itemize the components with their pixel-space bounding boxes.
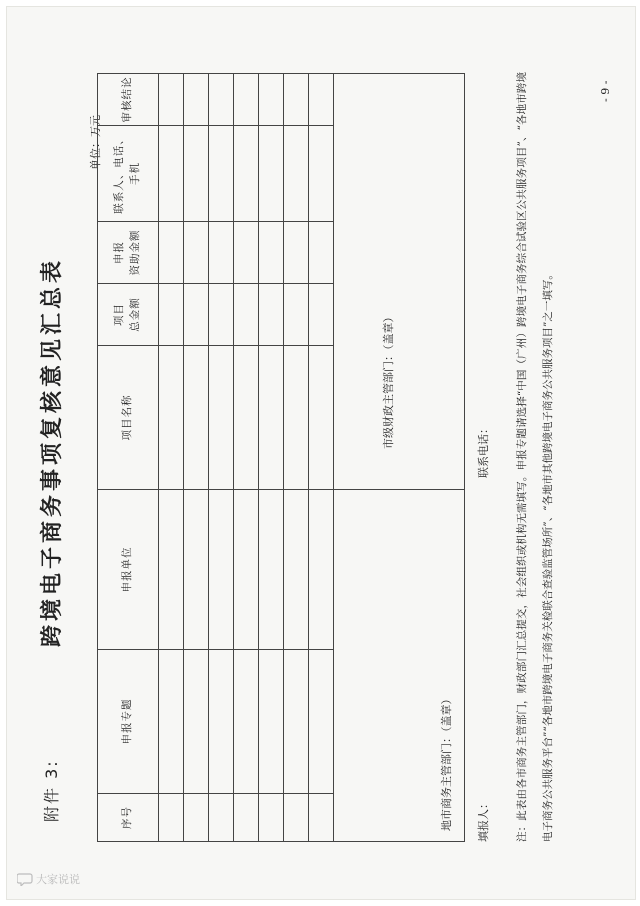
table-cell[interactable] xyxy=(209,284,234,346)
table-row xyxy=(184,74,209,842)
col-header: 序号 xyxy=(98,794,159,842)
table-cell[interactable] xyxy=(184,74,209,126)
watermark-logo xyxy=(17,871,80,887)
page-title: 跨境电子商务事项复核意见汇总表 xyxy=(40,257,65,648)
table-cell[interactable] xyxy=(309,650,334,794)
table-cell[interactable] xyxy=(159,222,184,284)
table-cell[interactable] xyxy=(309,490,334,650)
table-cell[interactable] xyxy=(184,650,209,794)
table-cell[interactable] xyxy=(259,794,284,842)
col-header: 审核结论 xyxy=(98,74,159,126)
table-cell[interactable] xyxy=(284,346,309,490)
table-cell[interactable] xyxy=(284,222,309,284)
table-header-row xyxy=(98,74,159,842)
table-cell[interactable] xyxy=(184,490,209,650)
speech-bubble-icon xyxy=(17,872,33,886)
col-header: 申报单位 xyxy=(98,490,159,650)
filler-label: 填报人： xyxy=(477,798,490,842)
table-cell[interactable] xyxy=(159,490,184,650)
table-cell[interactable] xyxy=(234,74,259,126)
table-cell[interactable] xyxy=(259,490,284,650)
table-cell[interactable] xyxy=(159,126,184,222)
table-cell[interactable] xyxy=(234,490,259,650)
city-finance-cell xyxy=(334,74,465,490)
col-header: 申报 资助金额 xyxy=(98,222,159,284)
table-row xyxy=(284,74,309,842)
table-cell[interactable] xyxy=(309,126,334,222)
table-row xyxy=(309,74,334,842)
table-cell[interactable] xyxy=(259,346,284,490)
table-cell[interactable] xyxy=(234,126,259,222)
table-cell[interactable] xyxy=(184,126,209,222)
table-row xyxy=(209,74,234,842)
table-cell[interactable] xyxy=(209,74,234,126)
table-cell[interactable] xyxy=(159,794,184,842)
table-cell[interactable] xyxy=(309,74,334,126)
table-cell[interactable] xyxy=(284,794,309,842)
table-cell[interactable] xyxy=(209,126,234,222)
table-cell[interactable] xyxy=(159,650,184,794)
table-cell[interactable] xyxy=(159,74,184,126)
table-cell[interactable] xyxy=(284,74,309,126)
table-cell[interactable] xyxy=(159,284,184,346)
table-row xyxy=(159,74,184,842)
table-cell[interactable] xyxy=(234,794,259,842)
table-cell[interactable] xyxy=(259,284,284,346)
table-cell[interactable] xyxy=(309,284,334,346)
col-header: 联系人、电话、 手机 xyxy=(98,126,159,222)
table-cell[interactable] xyxy=(259,222,284,284)
table-cell[interactable] xyxy=(284,284,309,346)
unit-label: 单位：万元 xyxy=(89,115,102,170)
contact-phone-label: 联系电话： xyxy=(477,423,490,478)
table-cell[interactable] xyxy=(284,126,309,222)
table-cell[interactable] xyxy=(309,794,334,842)
table-cell[interactable] xyxy=(184,346,209,490)
table-cell[interactable] xyxy=(209,490,234,650)
col-header: 项目名称 xyxy=(98,346,159,490)
rotated-page xyxy=(27,12,627,892)
local-commerce-seal-label: 地市商务主管部门：（盖章） xyxy=(440,693,453,831)
table-cell[interactable] xyxy=(284,490,309,650)
table-cell[interactable] xyxy=(184,794,209,842)
table-cell[interactable] xyxy=(259,74,284,126)
table-cell[interactable] xyxy=(209,794,234,842)
annex-label: 附件 3: xyxy=(42,759,61,822)
table-cell[interactable] xyxy=(309,222,334,284)
table-row xyxy=(259,74,284,842)
table-cell[interactable] xyxy=(284,650,309,794)
watermark-text: 大家说说 xyxy=(36,873,80,886)
signature-row xyxy=(334,74,465,842)
table-cell[interactable] xyxy=(234,284,259,346)
table-cell[interactable] xyxy=(234,222,259,284)
local-commerce-cell xyxy=(334,490,465,842)
table-cell[interactable] xyxy=(209,346,234,490)
col-header: 申报专题 xyxy=(98,650,159,794)
table-cell[interactable] xyxy=(259,650,284,794)
table-cell[interactable] xyxy=(259,126,284,222)
table-cell[interactable] xyxy=(209,222,234,284)
table-cell[interactable] xyxy=(184,222,209,284)
col-header: 项目 总金额 xyxy=(98,284,159,346)
page-number: - 9 - xyxy=(599,80,612,102)
footnote: 注：此表由各市商务主管部门，财政部门汇总提交，社会组织或机构无需填写。申报专题请选择“中国（广州）跨境电子商务综合试验区公共服务项目”、“各地市跨境电子商务公共服务平台”“各地市跨境电子商务关检联合查验监管场所”、“各地市其他跨境电子商务公共服务项目”之一填写。 xyxy=(516,72,554,842)
city-finance-seal-label: 市级财政主管部门：（盖章） xyxy=(382,311,395,449)
table-cell[interactable] xyxy=(209,650,234,794)
table-row xyxy=(234,74,259,842)
summary-table xyxy=(97,73,465,842)
document-sheet xyxy=(6,6,636,900)
table-cell[interactable] xyxy=(234,650,259,794)
table-cell[interactable] xyxy=(309,346,334,490)
table-cell[interactable] xyxy=(184,284,209,346)
table-cell[interactable] xyxy=(234,346,259,490)
table-cell[interactable] xyxy=(159,346,184,490)
